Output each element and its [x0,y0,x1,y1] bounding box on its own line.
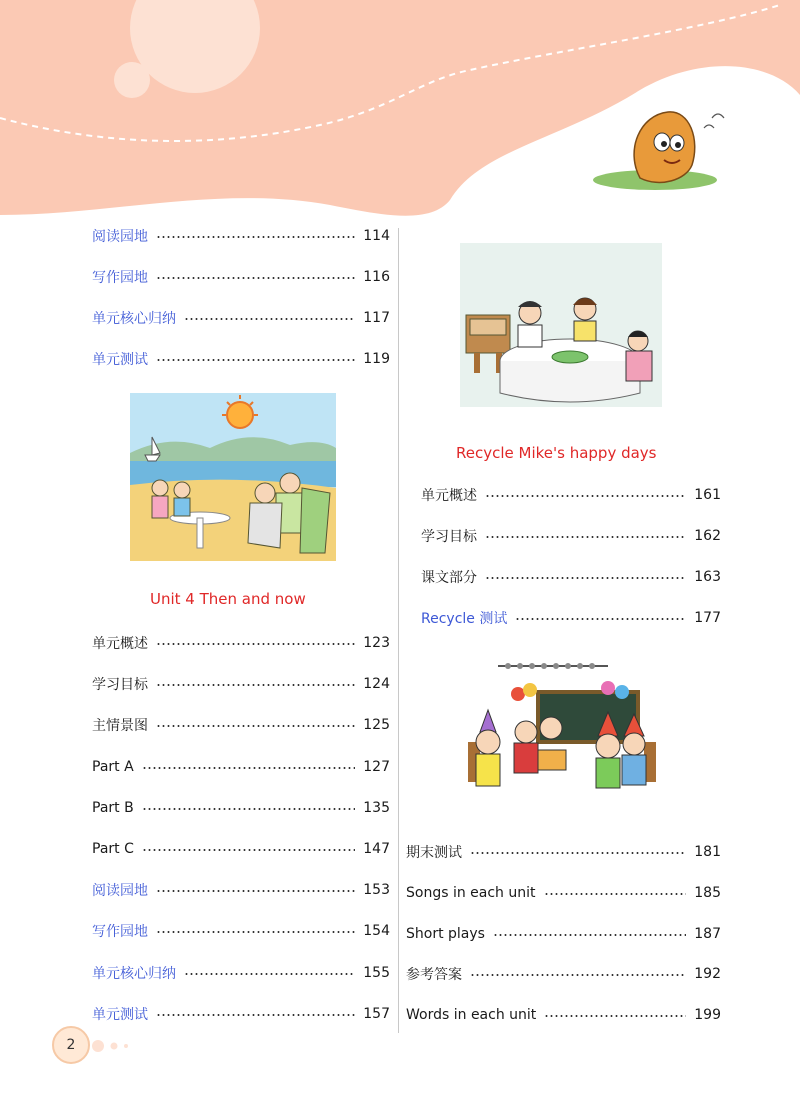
potato-mascot-icon [593,112,724,190]
toc-entry-label: 阅读园地 [92,883,148,899]
toc-entry-label: 写作园地 [92,270,148,286]
toc-entry-label: 单元概述 [92,636,148,652]
toc-entry-page: 163 [694,569,721,585]
toc-entry-page: 185 [694,885,721,901]
toc-entry-unit-test[interactable] [92,348,390,370]
dot-leader [470,974,686,976]
dot-leader [156,1014,355,1016]
toc-entry-recycle-goals[interactable] [421,525,721,547]
toc-entry-page: 127 [363,759,390,775]
toc-entry-words[interactable] [406,1004,721,1026]
toc-entry-short-plays[interactable] [406,923,721,945]
toc-entry-page: 161 [694,487,721,503]
toc-entry-page: 114 [363,228,390,244]
toc-entry-page: 157 [363,1006,390,1022]
toc-entry-page: 119 [363,351,390,367]
toc-entry-label: 课文部分 [421,570,477,586]
toc-entry-label: 单元核心归纳 [92,311,176,327]
toc-entry-unit-summary-2[interactable] [92,962,390,984]
dot-leader [470,852,686,854]
toc-entry-part-b[interactable] [92,797,390,819]
dot-leader [156,931,355,933]
toc-entry-label: 学习目标 [421,529,477,545]
toc-entry-recycle-text[interactable] [421,566,721,588]
page-number-badge [52,1024,142,1064]
toc-entry-writing-garden[interactable] [92,266,390,288]
toc-entry-recycle-overview[interactable] [421,484,721,506]
toc-entry-label: Part B [92,800,134,816]
toc-entry-page: 192 [694,966,721,982]
dot-leader [184,318,355,320]
header-wave-decoration [0,0,800,230]
dot-leader [142,849,355,851]
toc-entry-part-c[interactable] [92,838,390,860]
toc-entry-label: Part C [92,841,134,857]
toc-entry-writing-garden-2[interactable] [92,920,390,942]
toc-entry-page: 155 [363,965,390,981]
toc-entry-label: 阅读园地 [92,229,148,245]
toc-entry-page: 117 [363,310,390,326]
toc-entry-label: 单元核心归纳 [92,966,176,982]
toc-entry-label: 学习目标 [92,677,148,693]
toc-entry-label: 单元测试 [92,1007,148,1023]
toc-entry-page: 154 [363,923,390,939]
dot-leader [485,536,686,538]
toc-entry-label: 参考答案 [406,967,462,983]
recycle-title: Recycle Mike's happy days [456,444,657,462]
toc-entry-page: 199 [694,1007,721,1023]
dot-leader [493,934,686,936]
toc-entry-answers[interactable] [406,963,721,985]
toc-entry-page: 135 [363,800,390,816]
toc-entry-page: 124 [363,676,390,692]
dot-leader [142,767,356,769]
toc-entry-page: 147 [363,841,390,857]
dot-leader [156,236,355,238]
toc-entry-part-a[interactable] [92,756,390,778]
dot-leader [544,1015,686,1017]
toc-entry-page: 123 [363,635,390,651]
party-illustration [458,652,666,812]
toc-entry-label: 主情景图 [92,718,148,734]
toc-entry-recycle-test[interactable] [421,607,721,629]
dot-leader [184,973,355,975]
dot-leader [156,725,355,727]
toc-entry-page: 153 [363,882,390,898]
toc-entry-page: 187 [694,926,721,942]
toc-entry-reading-garden[interactable] [92,225,390,247]
dot-leader [156,277,355,279]
toc-entry-page: 181 [694,844,721,860]
toc-entry-main-scene[interactable] [92,714,390,736]
toc-entry-reading-garden-2[interactable] [92,879,390,901]
dot-leader [156,359,355,361]
dot-leader [515,618,686,620]
toc-entry-label: 期末测试 [406,845,462,861]
toc-entry-label: 单元测试 [92,352,148,368]
dinner-table-illustration [460,243,662,407]
toc-entry-page: 162 [694,528,721,544]
toc-entry-label: Short plays [406,926,485,942]
toc-entry-unit-summary[interactable] [92,307,390,329]
toc-entry-final-test[interactable] [406,841,721,863]
dot-leader [142,808,356,810]
toc-entry-unit-test-2[interactable] [92,1003,390,1025]
toc-entry-page: 125 [363,717,390,733]
toc-entry-page: 177 [694,610,721,626]
decorative-dots-icon [90,1038,140,1054]
dot-leader [485,495,686,497]
dot-leader [156,643,355,645]
dot-leader [544,893,687,895]
toc-entry-label: 单元概述 [421,488,477,504]
toc-entry-label: Words in each unit [406,1007,537,1023]
toc-entry-label: 写作园地 [92,924,148,940]
toc-entry-label: Part A [92,759,134,775]
dot-leader [156,684,355,686]
column-divider [398,228,399,1033]
dot-leader [485,577,686,579]
toc-entry-learning-goals[interactable] [92,673,390,695]
toc-entry-page: 116 [363,269,390,285]
page-number: 2 [52,1026,90,1064]
toc-entry-label: Songs in each unit [406,885,536,901]
beach-illustration [130,393,336,561]
toc-entry-unit-overview[interactable] [92,632,390,654]
toc-entry-label: Recycle 测试 [421,611,508,627]
dot-leader [156,890,355,892]
unit-4-title: Unit 4 Then and now [150,590,306,608]
toc-entry-songs[interactable] [406,882,721,904]
